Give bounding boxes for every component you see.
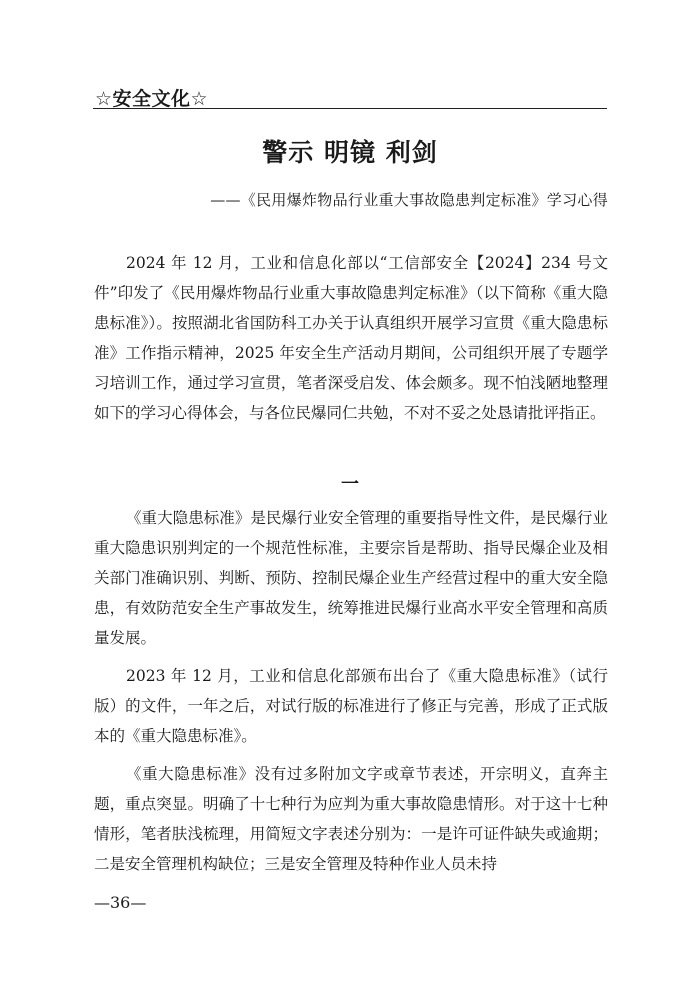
article-subtitle: ——《民用爆炸物品行业重大事故隐患判定标准》学习心得 — [210, 191, 608, 209]
paragraph-overview: 《重大隐患标准》是民爆行业安全管理的重要指导性文件，是民爆行业重大隐患识别判定的一个规范性标准，主要宗旨是帮助、指导民爆企业及相关部门准确识别、判断、预防、控制民爆企业生产经营过程中的重大安全隐患，有效防范安全生产事故发生，统筹推进民爆行业高水平安全管理和高质量发展。 — [94, 509, 608, 647]
section-header: ☆安全文化☆ — [95, 88, 209, 110]
paragraph-content: 《重大隐患标准》没有过多附加文字或章节表述，开宗明义，直奔主题，重点突显。明确了十七种行为应判为重大事故隐患情形。对于这十七种情形，笔者肤浅梳理，用简短文字表述分别为：一是许可证件缺失或逾期；二是安全管理机构缺位；三是安全管理及特种作业人员未持 — [94, 765, 608, 873]
header-divider — [93, 108, 607, 109]
article-title: 警示 明镜 利剑 — [262, 138, 438, 167]
paragraph-history: 2023 年 12 月，工业和信息化部颁布出台了《重大隐患标准》（试行版）的文件，一年之后，对试行版的标准进行了修正与完善，形成了正式版本的《重大隐患标准》。 — [94, 667, 608, 745]
page-number: —36— — [94, 893, 147, 912]
paragraph-intro: 2024 年 12 月，工业和信息化部以“工信部安全【2024】234 号文件”印发了《民用爆炸物品行业重大事故隐患判定标准》（以下简称《重大隐患标准》）。按照湖北省国防科工办关于认真组织开展学习宣贯《重大隐患标准》工作指示精神，2025 年安全生产活动月期间，公司组织开展了专题学习培训工作，通过学习宣贯，笔者深受启发、体会颇多。现不怕浅陋地整理如下的学习心得体会，与各位民爆同仁共勉，不对不妥之处恳请批评指正。 — [94, 254, 608, 422]
section-number: 一 — [341, 474, 359, 495]
